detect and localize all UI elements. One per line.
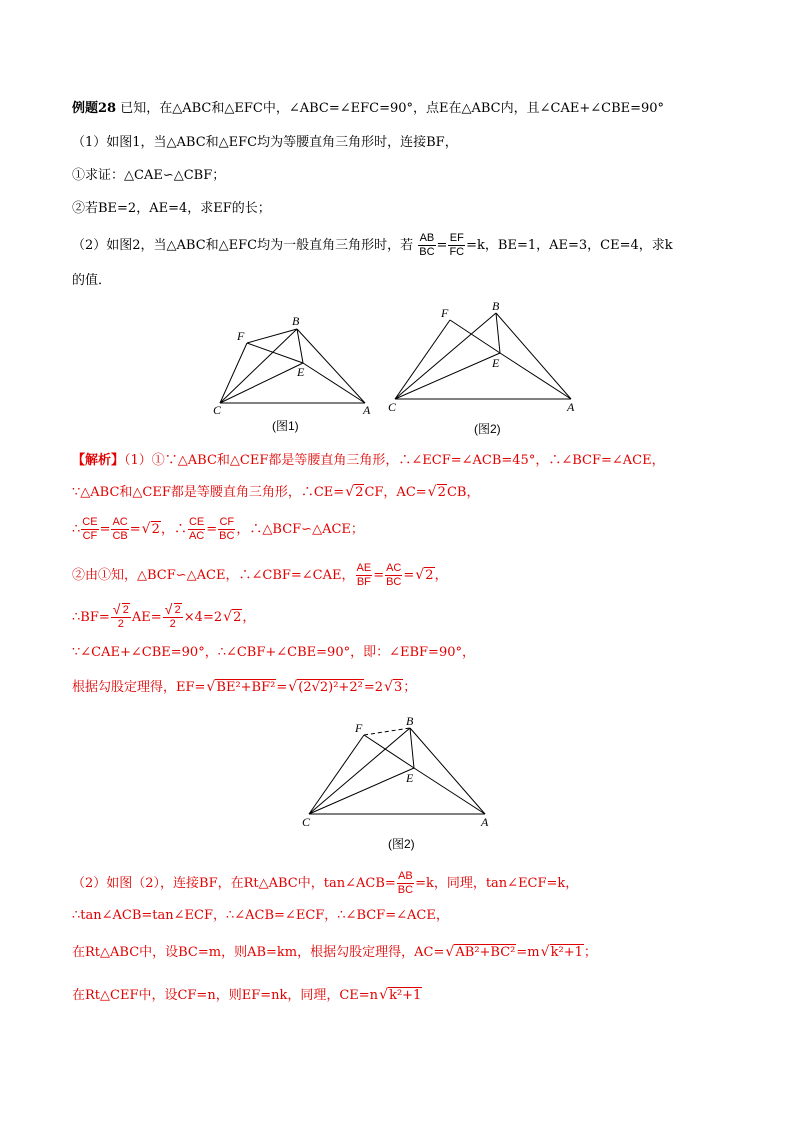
frac-num (111, 604, 131, 618)
part2-text-post: =k，BE=1，AE=3，CE=4，求k (466, 238, 673, 253)
frac-num: AC (386, 562, 402, 574)
frac-num: CF (219, 516, 235, 528)
solution-text: CB， (446, 485, 480, 500)
solution-line-8 (72, 870, 578, 897)
part2-question: （2）如图2，当△ABC和△EFC均为一般直角三角形时，若 $\frac{AB}{BC}$ = $\frac{EF}{FC}$ =k，BE=1，AE=3，CE=4，求k (72, 232, 673, 258)
solution-line-7 (72, 678, 416, 698)
figure-3 (297, 713, 497, 831)
label-f: F (237, 329, 245, 343)
label-a: A (567, 400, 575, 414)
solution-text: =m (516, 945, 540, 960)
sqrt-2 (142, 520, 161, 540)
solution-line-3: ∴ $\frac{CE}{CF}$ = $\frac{AC}{CB}$ =√ 2，∴ $\frac{CE}{AC}$ = $\frac{CF}{BC}$ ，∴△BCF∽△ACE； (72, 516, 364, 543)
solution-text: = (276, 680, 288, 695)
solution-text: ； (583, 945, 597, 960)
solution-text: ，∴△BCF∽△ACE； (236, 522, 364, 537)
segment-ea (500, 353, 571, 399)
solution-text: CF，AC= (364, 485, 427, 500)
problem-label: 例题28 (72, 101, 117, 116)
solution-text: ∴ (72, 522, 81, 537)
figure-1-caption: (图1) (272, 419, 299, 433)
label-e: E (492, 356, 500, 370)
frac-ce-ac (188, 516, 205, 543)
sqrt-inner (288, 678, 364, 698)
frac-sqrt2-over-2 (163, 604, 183, 631)
problem-given: 已知，在△ABC和△EFC中，∠ABC=∠EFC=90°，点E在△ABC内，且∠CAE+∠CBE=90° (120, 101, 665, 116)
radicand: 2 (151, 522, 160, 537)
sqrt-ab2-bc2 (445, 943, 516, 963)
radicand: AB²+BC² (455, 945, 516, 960)
label-e: E (297, 365, 305, 379)
solution-tag: 【解析】 (72, 453, 125, 468)
frac-den: BC (419, 246, 435, 258)
frac-den: AC (188, 530, 205, 542)
solution-line-11 (72, 986, 422, 1006)
label-f: F (441, 306, 449, 320)
frac-den: FC (449, 246, 465, 258)
solution-text: 在Rt△CEF中，设CF=n，则EF=nk，同理，CE=n (72, 988, 379, 1003)
radicand: 2 (355, 485, 364, 500)
label-b: B (406, 714, 414, 728)
figure-1 (205, 312, 375, 417)
segment-fe (450, 320, 500, 353)
solution-line-5 (72, 604, 255, 631)
solution-text: ×4=2 (183, 610, 223, 625)
frac-den: BF (356, 576, 371, 588)
segment-ea (414, 768, 485, 814)
frac-ef-fc (448, 232, 465, 259)
label-c: C (302, 815, 311, 829)
solution-text: ，∴ (160, 522, 187, 537)
radicand: 2 (437, 485, 446, 500)
label-e: E (406, 771, 414, 785)
solution-line-2 (72, 483, 479, 503)
label-c: C (213, 403, 222, 417)
figure-2-caption: (图2) (474, 422, 501, 436)
solution-text: AE= (131, 610, 162, 625)
solution-text: ， (434, 568, 448, 583)
segment-fe (364, 735, 414, 768)
frac-num: AB (398, 870, 413, 882)
frac-ae-bf (356, 562, 373, 589)
solution-text: =k，同理，tan∠ECF=k， (415, 876, 579, 891)
frac-ab-bc (397, 870, 414, 897)
figure-2 (383, 298, 583, 416)
solution-text: 根据勾股定理得，EF= (72, 680, 206, 695)
frac-cf-bc (218, 516, 235, 543)
label-c: C (388, 400, 397, 414)
part2-text-pre: （2）如图2，当△ABC和△EFC均为一般直角三角形时，若 (72, 238, 414, 253)
frac-num: CE (82, 516, 98, 528)
frac-den: BC (219, 530, 235, 542)
part1-question-1: ①求证：△CAE∽△CBF； (72, 168, 226, 183)
segment-ba (496, 313, 571, 399)
solution-text: （2）如图（2），连接BF，在Rt△ABC中，tan∠ACB= (72, 876, 396, 891)
label-f: F (355, 721, 363, 735)
label-a: A (363, 403, 371, 417)
segment-ce (220, 363, 303, 403)
frac-den: CF (82, 530, 98, 542)
frac-ac-cb (111, 516, 128, 543)
solution-line-4: ②由①知，△BCF∽△ACE，∴∠CBF=∠CAE， $\frac{AE}{BF}$ = $\frac{AC}{BC}$ =√ 2， (72, 562, 448, 589)
part2-end: 的值． (72, 273, 112, 288)
problem-line-1 (72, 99, 664, 119)
sqrt-2 (345, 483, 364, 503)
frac-num (163, 604, 183, 618)
part1-intro: （1）如图1，当△ABC和△EFC均为等腰直角三角形时，连接BF， (72, 135, 458, 150)
segment-ba (410, 728, 485, 814)
radicand: (2√2)²+2² (298, 680, 363, 695)
sqrt-2 (415, 566, 434, 586)
frac-den: 2 (117, 618, 124, 630)
sqrt-k2-1 (379, 986, 422, 1006)
frac-den: CB (112, 530, 128, 542)
segment-cf (220, 343, 247, 403)
solution-text: ∵△ABC和△CEF都是等腰直角三角形，∴CE= (72, 485, 345, 500)
solution-line-10 (72, 943, 597, 963)
radicand: 2 (122, 604, 129, 616)
solution-text: =2 (363, 680, 383, 695)
solution-text: 在Rt△ABC中，设BC=m，则AB=km，根据勾股定理得，AC= (72, 945, 445, 960)
segment-fe (247, 343, 303, 363)
sqrt-3 (384, 678, 403, 698)
label-b: B (292, 314, 300, 328)
frac-den: BC (386, 576, 402, 588)
sqrt-k2-1 (541, 943, 584, 963)
sqrt-2 (113, 604, 130, 617)
segment-be (410, 728, 414, 768)
radicand: 2 (233, 610, 242, 625)
sqrt-be2-bf2 (206, 678, 276, 698)
solution-line-6: ∵∠CAE+∠CBE=90°，∴∠CBF+∠CBE=90°，即：∠EBF=90°， (72, 645, 475, 660)
label-a: A (481, 815, 489, 829)
frac-num: AB (419, 232, 435, 244)
sqrt-2 (165, 604, 182, 617)
solution-text: ②由①知，△BCF∽△ACE，∴∠CBF=∠CAE， (72, 568, 355, 583)
frac-num: AE (356, 562, 372, 574)
frac-num: EF (449, 232, 464, 244)
radicand: k²+1 (550, 945, 583, 960)
solution-text: ， (242, 610, 256, 625)
radicand: 2 (174, 604, 181, 616)
part1-question-2: ②若BE=2，AE=4，求EF的长； (72, 201, 271, 216)
figure-3-caption: (图2) (388, 837, 415, 851)
frac-den: BC (397, 884, 414, 896)
frac-num: CE (188, 516, 205, 528)
frac-ab-bc (418, 232, 435, 259)
frac-sqrt2-over-2 (111, 604, 131, 631)
solution-line-1 (72, 451, 665, 471)
frac-den: 2 (169, 618, 176, 630)
solution-line-9: ∴tan∠ACB=tan∠ECF，∴∠ACB=∠ECF，∴∠BCF=∠ACE， (72, 908, 449, 923)
sqrt-2 (428, 483, 447, 503)
frac-ac-bc (385, 562, 402, 589)
segment-be (496, 313, 500, 353)
sqrt-2 (223, 608, 242, 628)
radicand: 3 (393, 680, 403, 695)
solution-text: （1）①∵△ABC和△CEF都是等腰直角三角形，∴∠ECF=∠ACB=45°，∴∠BCF=∠ACE， (124, 453, 665, 468)
radicand: k²+1 (389, 988, 422, 1003)
radicand: 2 (425, 568, 434, 583)
frac-num: AC (112, 516, 128, 528)
solution-text: ； (403, 680, 417, 695)
solution-text: ∴BF= (72, 610, 110, 625)
radicand: BE²+BF² (216, 680, 276, 695)
frac-ce-cf (81, 516, 98, 543)
label-b: B (492, 299, 500, 313)
